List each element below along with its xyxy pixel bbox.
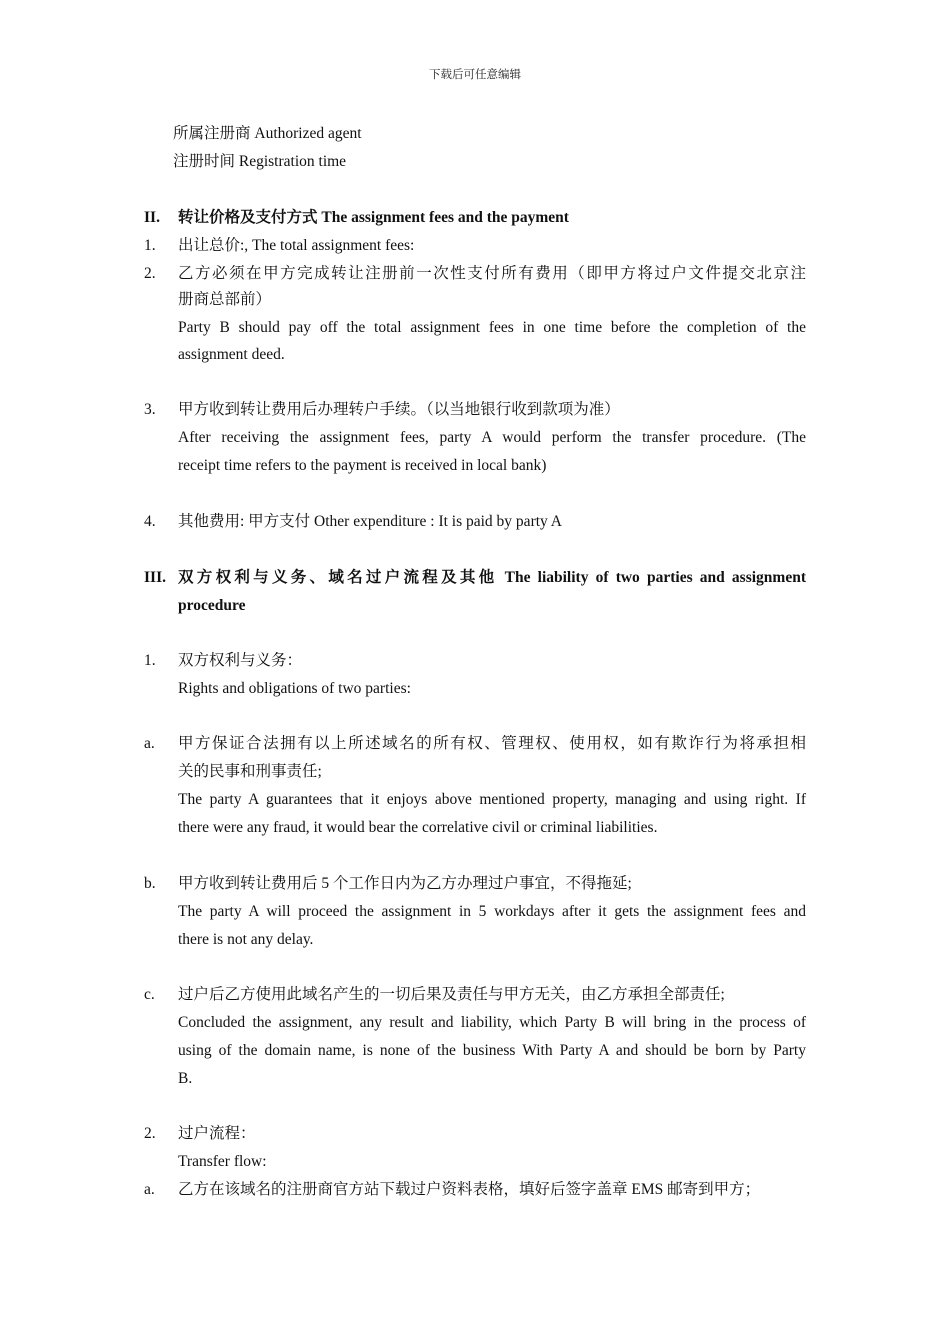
registration-time-label: 注册时间 Registration time xyxy=(173,153,347,170)
liability-en-line-3: B. xyxy=(178,1070,193,1087)
item-number: 1. xyxy=(144,652,156,669)
payment-terms-en-line-1: Party B should pay off the total assignment fees in one time before the completion of the xyxy=(178,319,806,336)
transfer-procedure-cn: 甲方收到转让费用后办理转户手续。（以当地银行收到款项为准） xyxy=(178,401,620,418)
transfer-flow-en: Transfer flow: xyxy=(178,1153,267,1170)
sub-item-letter: b. xyxy=(144,875,156,892)
payment-terms-cn-line-2: 册商总部前） xyxy=(178,291,272,308)
liability-en-line-2: using of the domain name, is none of the business With Party A and should be born by Party xyxy=(178,1042,806,1059)
rights-obligations-en: Rights and obligations of two parties: xyxy=(178,680,411,697)
workdays-en-line-1: The party A will proceed the assignment in 5 workdays after it gets the assignment fees and xyxy=(178,903,806,920)
section-3-title-line-2: procedure xyxy=(178,597,246,614)
guarantee-cn-line-1: 甲方保证合法拥有以上所述域名的所有权、管理权、使用权，如有欺诈行为将承担相 xyxy=(178,735,806,752)
section-2-title: 转让价格及支付方式 The assignment fees and the payment xyxy=(178,209,569,226)
item-number: 4. xyxy=(144,513,156,530)
liability-cn: 过户后乙方使用此域名产生的一切后果及责任与甲方无关，由乙方承担全部责任; xyxy=(178,986,725,1003)
section-3-title-line-1: 双方权利与义务、域名过户流程及其他 The liability of two parties and assignment xyxy=(178,569,806,586)
payment-terms-en-line-2: assignment deed. xyxy=(178,346,285,363)
section-2-number: II. xyxy=(144,209,160,226)
item-number: 3. xyxy=(144,401,156,418)
guarantee-cn-line-2: 关的民事和刑事责任; xyxy=(178,763,322,780)
transfer-flow-cn: 过户流程： xyxy=(178,1125,256,1142)
guarantee-en-line-1: The party A guarantees that it enjoys above mentioned property, managing and using right. If xyxy=(178,791,806,808)
sub-item-letter: a. xyxy=(144,1181,155,1198)
workdays-cn: 甲方收到转让费用后 5 个工作日内为乙方办理过户事宜，不得拖延; xyxy=(178,875,632,892)
transfer-procedure-en-line-2: receipt time refers to the payment is received in local bank) xyxy=(178,457,547,474)
item-number: 2. xyxy=(144,1125,156,1142)
flow-step-a: 乙方在该域名的注册商官方站下载过户资料表格，填好后签字盖章 EMS 邮寄到甲方； xyxy=(178,1181,761,1198)
sub-item-letter: c. xyxy=(144,986,155,1003)
sub-item-letter: a. xyxy=(144,735,155,752)
total-fees-line: 出让总价:, The total assignment fees: xyxy=(178,237,415,254)
item-number: 1. xyxy=(144,237,156,254)
page-header: 下载后可任意编辑 xyxy=(429,69,521,81)
transfer-procedure-en-line-1: After receiving the assignment fees, party A would perform the transfer procedure. (The xyxy=(178,429,806,446)
authorized-agent-label: 所属注册商 Authorized agent xyxy=(173,125,362,142)
guarantee-en-line-2: there were any fraud, it would bear the correlative civil or criminal liabilities. xyxy=(178,819,658,836)
other-expenditure-line: 其他费用: 甲方支付 Other expenditure : It is paid by party A xyxy=(178,513,562,530)
liability-en-line-1: Concluded the assignment, any result and liability, which Party B will bring in the process of xyxy=(178,1014,806,1031)
payment-terms-cn-line-1: 乙方必须在甲方完成转让注册前一次性支付所有费用（即甲方将过户文件提交北京注 xyxy=(178,265,806,282)
workdays-en-line-2: there is not any delay. xyxy=(178,931,314,948)
section-3-number: III. xyxy=(144,569,166,586)
rights-obligations-cn: 双方权利与义务： xyxy=(178,652,303,669)
item-number: 2. xyxy=(144,265,156,282)
